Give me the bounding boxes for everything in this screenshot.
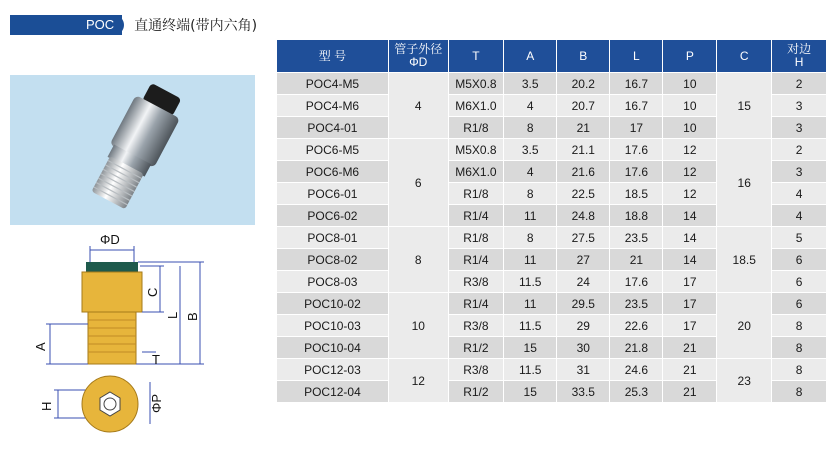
cell-a: 4 bbox=[504, 161, 557, 183]
cell-b: 31 bbox=[557, 359, 610, 381]
cell-b: 21 bbox=[557, 117, 610, 139]
cell-b: 33.5 bbox=[557, 381, 610, 403]
col-header-c: C bbox=[717, 40, 772, 73]
cell-l: 23.5 bbox=[610, 293, 663, 315]
cell-h: 6 bbox=[772, 293, 826, 315]
cell-l: 23.5 bbox=[610, 227, 663, 249]
cell-p: 12 bbox=[663, 161, 717, 183]
cell-l: 21 bbox=[610, 249, 663, 271]
header-title: 直通终端(带内六角) bbox=[134, 18, 258, 34]
cell-model: POC4-M6 bbox=[277, 95, 388, 117]
col-header-h: 对边 H bbox=[772, 40, 826, 73]
cell-h: 4 bbox=[772, 183, 826, 205]
cell-c: 23 bbox=[717, 359, 772, 403]
cell-a: 15 bbox=[504, 337, 557, 359]
cell-h: 8 bbox=[772, 381, 826, 403]
cell-l: 18.8 bbox=[610, 205, 663, 227]
cell-p: 12 bbox=[663, 139, 717, 161]
col-header-t: T bbox=[448, 40, 504, 73]
col-header-model: 型 号 bbox=[277, 40, 388, 73]
spec-table bbox=[277, 40, 826, 402]
cell-a: 8 bbox=[504, 183, 557, 205]
cell-h: 6 bbox=[772, 271, 826, 293]
cell-model: POC4-M5 bbox=[277, 73, 388, 95]
cell-l: 17.6 bbox=[610, 139, 663, 161]
table-row bbox=[277, 73, 826, 95]
cell-a: 8 bbox=[504, 227, 557, 249]
cell-a: 3.5 bbox=[504, 73, 557, 95]
cell-t: M6X1.0 bbox=[448, 95, 504, 117]
table-row bbox=[277, 227, 826, 249]
dim-label-h: H bbox=[39, 401, 54, 411]
cell-t: R1/8 bbox=[448, 227, 504, 249]
cell-diameter: 8 bbox=[388, 227, 448, 293]
cell-l: 16.7 bbox=[610, 73, 663, 95]
col-header-diameter: 管子外径 ΦD bbox=[388, 40, 448, 73]
cell-a: 11.5 bbox=[504, 271, 557, 293]
cell-a: 11 bbox=[504, 249, 557, 271]
cell-h: 3 bbox=[772, 161, 826, 183]
cell-l: 18.5 bbox=[610, 183, 663, 205]
cell-l: 21.8 bbox=[610, 337, 663, 359]
cell-model: POC6-01 bbox=[277, 183, 388, 205]
cell-t: R1/4 bbox=[448, 205, 504, 227]
table-row bbox=[277, 139, 826, 161]
cell-h: 8 bbox=[772, 337, 826, 359]
dim-label-t: T bbox=[152, 352, 160, 367]
cell-p: 10 bbox=[663, 95, 717, 117]
dim-label-b: B bbox=[185, 312, 200, 321]
cell-a: 11 bbox=[504, 205, 557, 227]
cell-model: POC8-03 bbox=[277, 271, 388, 293]
cell-t: R1/2 bbox=[448, 337, 504, 359]
cell-b: 20.7 bbox=[557, 95, 610, 117]
cell-h: 4 bbox=[772, 205, 826, 227]
cell-model: POC8-01 bbox=[277, 227, 388, 249]
cell-p: 17 bbox=[663, 271, 717, 293]
cell-a: 4 bbox=[504, 95, 557, 117]
cell-model: POC6-M6 bbox=[277, 161, 388, 183]
cell-b: 21.1 bbox=[557, 139, 610, 161]
cell-diameter: 10 bbox=[388, 293, 448, 359]
cell-model: POC10-04 bbox=[277, 337, 388, 359]
table-row bbox=[277, 293, 826, 315]
cell-p: 17 bbox=[663, 293, 717, 315]
cell-t: R1/2 bbox=[448, 381, 504, 403]
cell-t: M6X1.0 bbox=[448, 161, 504, 183]
cell-p: 21 bbox=[663, 381, 717, 403]
cell-c: 18.5 bbox=[717, 227, 772, 293]
dim-label-p: ΦP bbox=[149, 393, 164, 413]
cell-t: R1/8 bbox=[448, 183, 504, 205]
cell-h: 3 bbox=[772, 117, 826, 139]
cell-h: 3 bbox=[772, 95, 826, 117]
cell-b: 20.2 bbox=[557, 73, 610, 95]
cell-b: 21.6 bbox=[557, 161, 610, 183]
cell-model: POC10-02 bbox=[277, 293, 388, 315]
cell-p: 14 bbox=[663, 227, 717, 249]
cell-p: 14 bbox=[663, 249, 717, 271]
cell-l: 22.6 bbox=[610, 315, 663, 337]
cell-t: R3/8 bbox=[448, 315, 504, 337]
cell-a: 3.5 bbox=[504, 139, 557, 161]
cell-h: 8 bbox=[772, 359, 826, 381]
col-header-l: L bbox=[610, 40, 663, 73]
cell-c: 20 bbox=[717, 293, 772, 359]
cell-l: 17 bbox=[610, 117, 663, 139]
cell-model: POC6-02 bbox=[277, 205, 388, 227]
cell-t: R3/8 bbox=[448, 271, 504, 293]
cell-h: 5 bbox=[772, 227, 826, 249]
cell-p: 10 bbox=[663, 117, 717, 139]
cell-t: R1/8 bbox=[448, 117, 504, 139]
cell-model: POC10-03 bbox=[277, 315, 388, 337]
cell-h: 8 bbox=[772, 315, 826, 337]
cell-b: 24.8 bbox=[557, 205, 610, 227]
cell-diameter: 4 bbox=[388, 73, 448, 139]
table-row bbox=[277, 359, 826, 381]
cell-a: 8 bbox=[504, 117, 557, 139]
cell-b: 24 bbox=[557, 271, 610, 293]
cell-p: 21 bbox=[663, 337, 717, 359]
cell-model: POC6-M5 bbox=[277, 139, 388, 161]
cell-t: R1/4 bbox=[448, 249, 504, 271]
cell-t: R1/4 bbox=[448, 293, 504, 315]
cell-p: 14 bbox=[663, 205, 717, 227]
cell-p: 17 bbox=[663, 315, 717, 337]
cell-a: 11 bbox=[504, 293, 557, 315]
cell-t: M5X0.8 bbox=[448, 73, 504, 95]
dim-label-d: ΦD bbox=[100, 232, 120, 247]
cell-p: 12 bbox=[663, 183, 717, 205]
dim-label-l: L bbox=[165, 311, 180, 319]
col-header-b: B bbox=[557, 40, 610, 73]
cell-c: 16 bbox=[717, 139, 772, 227]
cell-a: 15 bbox=[504, 381, 557, 403]
cell-p: 21 bbox=[663, 359, 717, 381]
cell-t: M5X0.8 bbox=[448, 139, 504, 161]
cell-c: 15 bbox=[717, 73, 772, 139]
cell-diameter: 6 bbox=[388, 139, 448, 227]
cell-h: 6 bbox=[772, 249, 826, 271]
col-header-a: A bbox=[504, 40, 557, 73]
dim-label-c: C bbox=[145, 287, 160, 297]
product-photo bbox=[10, 75, 255, 225]
cell-b: 27.5 bbox=[557, 227, 610, 249]
cell-p: 10 bbox=[663, 73, 717, 95]
cell-l: 24.6 bbox=[610, 359, 663, 381]
cell-model: POC4-01 bbox=[277, 117, 388, 139]
section-header bbox=[10, 14, 257, 36]
dimension-drawing bbox=[30, 232, 250, 444]
cell-b: 29.5 bbox=[557, 293, 610, 315]
cell-l: 17.6 bbox=[610, 161, 663, 183]
dim-label-a: A bbox=[33, 342, 48, 351]
header-code: POC bbox=[76, 15, 124, 35]
spec-table-header-row bbox=[277, 40, 826, 73]
cell-l: 17.6 bbox=[610, 271, 663, 293]
cell-h: 2 bbox=[772, 73, 826, 95]
cell-h: 2 bbox=[772, 139, 826, 161]
col-header-p: P bbox=[663, 40, 717, 73]
cell-model: POC8-02 bbox=[277, 249, 388, 271]
cell-b: 29 bbox=[557, 315, 610, 337]
cell-b: 30 bbox=[557, 337, 610, 359]
cell-b: 27 bbox=[557, 249, 610, 271]
cell-diameter: 12 bbox=[388, 359, 448, 403]
cell-l: 16.7 bbox=[610, 95, 663, 117]
cell-model: POC12-03 bbox=[277, 359, 388, 381]
cell-t: R3/8 bbox=[448, 359, 504, 381]
cell-a: 11.5 bbox=[504, 359, 557, 381]
cell-a: 11.5 bbox=[504, 315, 557, 337]
cell-model: POC12-04 bbox=[277, 381, 388, 403]
cell-l: 25.3 bbox=[610, 381, 663, 403]
cell-b: 22.5 bbox=[557, 183, 610, 205]
